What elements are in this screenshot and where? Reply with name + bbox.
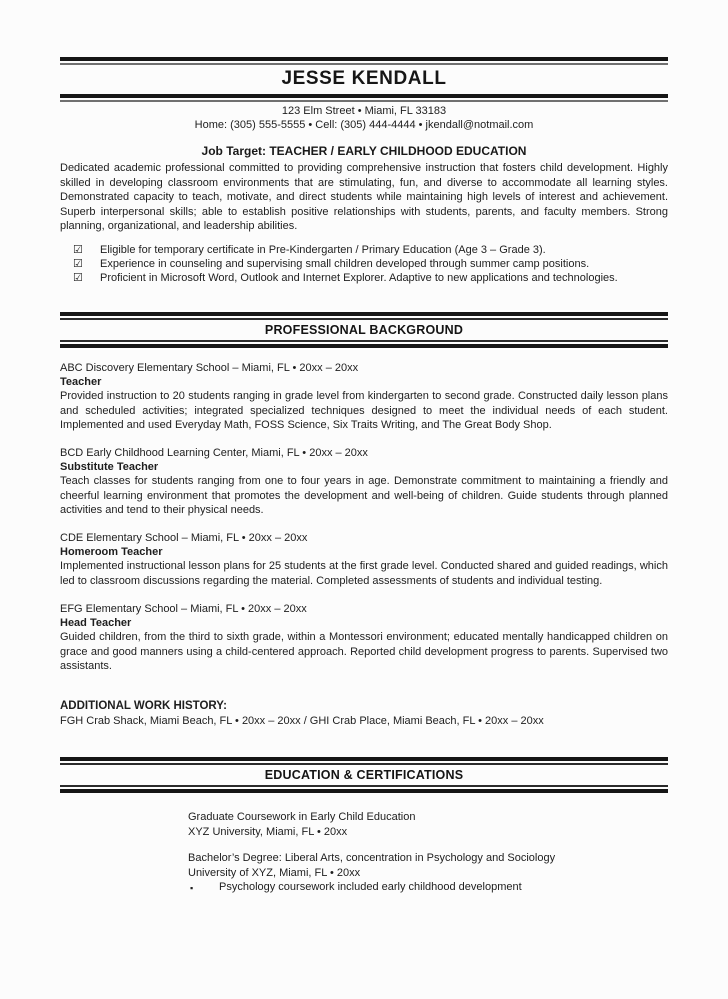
highlight-text: Proficient in Microsoft Word, Outlook and Internet Explorer. Adaptive to new applications and technologies. bbox=[100, 271, 618, 284]
school-line: XYZ University, Miami, FL • 20xx bbox=[188, 825, 348, 838]
section-title: EDUCATION & CERTIFICATIONS bbox=[264, 768, 464, 783]
education-entry bbox=[188, 851, 668, 896]
section-heading bbox=[60, 312, 668, 348]
contact-line: Home: (305) 555-5555 • Cell: (305) 444-4444 • jkendall@notmail.com bbox=[194, 118, 534, 131]
highlight-text: Eligible for temporary certificate in Pre-Kindergarten / Primary Education (Age 3 – Grade 3). bbox=[100, 243, 546, 256]
job-title: Teacher bbox=[60, 375, 102, 388]
highlights-list bbox=[60, 244, 668, 286]
education-entry bbox=[188, 810, 668, 839]
rule-thick bbox=[60, 757, 668, 761]
job-title: Head Teacher bbox=[60, 616, 132, 629]
checked-checkbox-icon: ☑ bbox=[73, 257, 83, 270]
rule-thick bbox=[60, 57, 668, 61]
education-section bbox=[60, 757, 668, 896]
list-item bbox=[60, 272, 668, 286]
professional-background-section bbox=[60, 312, 668, 728]
education-entries bbox=[188, 810, 668, 896]
candidate-name: JESSE KENDALL bbox=[281, 68, 447, 89]
rule-thin bbox=[60, 100, 668, 102]
square-bullet-icon: ▪ bbox=[190, 883, 194, 894]
job-entry bbox=[60, 531, 668, 589]
header bbox=[60, 57, 668, 132]
bullet-text: Psychology coursework included early childhood development bbox=[219, 881, 522, 894]
additional-work-history bbox=[60, 699, 668, 728]
rule-thin bbox=[60, 763, 668, 765]
contact-block bbox=[60, 105, 668, 132]
address-line: 123 Elm Street • Miami, FL 33183 bbox=[281, 105, 447, 117]
summary-paragraph: Dedicated academic professional committed to providing comprehensive instruction that fosters child development. Highly skilled in developing classroom environments that are stimulating, fun, and diverse to accommodate all learning styles. Demonstrated capacity to teach, motivate, and direct students while maintaining high levels of interest and achievement. Superb interpersonal skills; able to establish positive relationships with students, parents, and faculty members. Strong planning, organizational, and leadership abilities. bbox=[60, 162, 668, 233]
job-description: Provided instruction to 20 students ranging in grade level from kindergarten to second grade. Constructed daily lesson plans and scheduled activities; integrated specialized techniques designed to meet the individual needs of each student. Implemented and used Everyday Math, FOSS Science, Six Traits Writing, and The Great Body Shop. bbox=[60, 390, 668, 432]
job-target-heading: Job Target: TEACHER / EARLY CHILDHOOD EDUCATION bbox=[201, 144, 527, 158]
section-top-rule bbox=[60, 312, 668, 320]
rule-thin bbox=[60, 340, 668, 342]
rule-thin bbox=[60, 785, 668, 787]
list-item bbox=[60, 244, 668, 258]
job-description: Teach classes for students ranging from one to four years in age. Demonstrate commitment to maintaining a friendly and cheerful learning environment that promotes the development and well-being of children. Guide students through planned activities and tend to their physical needs. bbox=[60, 475, 668, 517]
job-entry bbox=[60, 602, 668, 674]
job-title: Substitute Teacher bbox=[60, 461, 159, 474]
resume-page bbox=[0, 57, 728, 896]
job-entry bbox=[60, 361, 668, 433]
job-title: Homeroom Teacher bbox=[60, 546, 163, 559]
highlight-text: Experience in counseling and supervising small children developed through summer camp positions. bbox=[100, 257, 590, 270]
job-description: Implemented instructional lesson plans for 25 students at the first grade level. Conducted shared and guided readings, which led to classroom discussions regarding the material. Completed assessments of students and individual testing. bbox=[60, 560, 668, 588]
rule-thick bbox=[60, 344, 668, 348]
additional-work-heading: ADDITIONAL WORK HISTORY: bbox=[60, 699, 227, 712]
rule-thin bbox=[60, 63, 668, 65]
header-bottom-rule bbox=[60, 94, 668, 102]
additional-work-line: FGH Crab Shack, Miami Beach, FL • 20xx – 20xx / GHI Crab Place, Miami Beach, FL • 20xx – 20xx bbox=[60, 714, 544, 727]
rule-thick bbox=[60, 94, 668, 98]
degree-line: Bachelor’s Degree: Liberal Arts, concentration in Psychology and Sociology bbox=[188, 852, 556, 865]
objective-section bbox=[60, 144, 668, 286]
section-bottom-rule bbox=[60, 340, 668, 348]
company-line: EFG Elementary School – Miami, FL • 20xx – 20xx bbox=[60, 602, 307, 615]
company-line: ABC Discovery Elementary School – Miami, FL • 20xx – 20xx bbox=[60, 361, 359, 374]
rule-thick bbox=[60, 789, 668, 793]
degree-line: Graduate Coursework in Early Child Education bbox=[188, 811, 416, 824]
section-top-rule bbox=[60, 757, 668, 765]
section-heading bbox=[60, 757, 668, 793]
company-line: CDE Elementary School – Miami, FL • 20xx – 20xx bbox=[60, 532, 308, 545]
job-description: Guided children, from the third to sixth grade, within a Montessori environment; educated mentally handicapped children on grace and good manners using a child-centered approach. Reported child development progress to parents. Supervised two assistants. bbox=[60, 631, 668, 673]
school-line: University of XYZ, Miami, FL • 20xx bbox=[188, 866, 361, 879]
rule-thick bbox=[60, 312, 668, 316]
section-bottom-rule bbox=[60, 785, 668, 793]
checked-checkbox-icon: ☑ bbox=[73, 271, 83, 284]
list-item bbox=[60, 258, 668, 272]
company-line: BCD Early Childhood Learning Center, Miami, FL • 20xx – 20xx bbox=[60, 446, 368, 459]
list-item bbox=[188, 880, 668, 896]
header-top-rule bbox=[60, 57, 668, 65]
rule-thin bbox=[60, 318, 668, 320]
checked-checkbox-icon: ☑ bbox=[73, 243, 83, 256]
job-entry bbox=[60, 446, 668, 518]
section-title: PROFESSIONAL BACKGROUND bbox=[264, 322, 464, 337]
